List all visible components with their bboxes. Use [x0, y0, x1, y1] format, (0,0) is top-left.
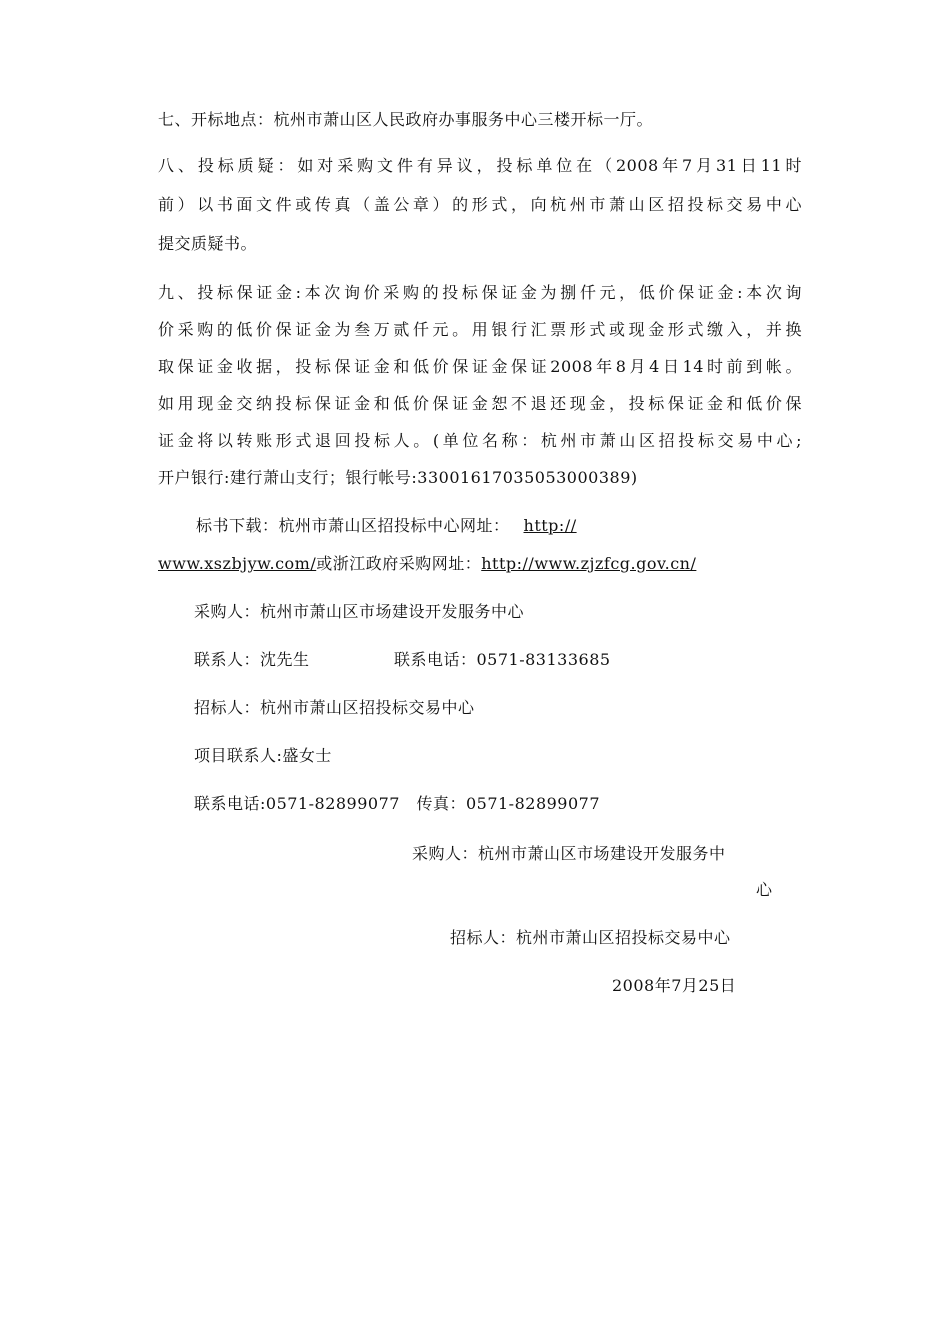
- section-9-line-1: 九、投标保证金:本次询价采购的投标保证金为捌仟元，低价保证金:本次询: [158, 283, 802, 302]
- download-middle-label: 或浙江政府采购网址：: [316, 554, 482, 573]
- download-line-2: [158, 554, 696, 574]
- xszbjyw-link-part-1[interactable]: http://: [523, 516, 577, 535]
- tenderer-line: 招标人：杭州市萧山区招投标交易中心: [194, 698, 475, 717]
- section-9-line-6: 开户银行:建行萧山支行；银行帐号:33001617035053000389): [158, 468, 638, 487]
- section-9-line-3: 取保证金收据，投标保证金和低价保证金保证2008年8月4日14时前到帐。: [158, 357, 802, 376]
- project-contact: 项目联系人:盛女士: [194, 746, 332, 765]
- section-8-line-1: 八、投标质疑：如对采购文件有异议，投标单位在（2008年7月31日11时: [158, 156, 802, 175]
- section-9-line-5: 证金将以转账形式退回投标人。(单位名称：杭州市萧山区招投标交易中心;: [158, 431, 802, 450]
- signature-purchaser-line-1: 采购人：杭州市萧山区市场建设开发服务中: [412, 844, 726, 863]
- section-9-line-4: 如用现金交纳投标保证金和低价保证金恕不退还现金，投标保证金和低价保: [158, 394, 802, 413]
- contact-person: 联系人：沈先生: [194, 650, 310, 669]
- signature-purchaser-line-2: 心: [756, 880, 773, 899]
- section-9-line-2: 价采购的低价保证金为叁万贰仟元。用银行汇票形式或现金形式缴入，并换: [158, 320, 802, 339]
- signature-tenderer: 招标人：杭州市萧山区招投标交易中心: [450, 928, 731, 947]
- download-label: 标书下载：杭州市萧山区招投标中心网址：: [196, 516, 510, 535]
- contact-phone: 联系电话：0571-83133685: [394, 650, 611, 669]
- purchaser-line: 采购人：杭州市萧山区市场建设开发服务中心: [194, 602, 525, 621]
- section-8-line-3: 提交质疑书。: [158, 234, 258, 253]
- download-line-1: [196, 516, 577, 536]
- zjzfcg-link[interactable]: http://www.zjzfcg.gov.cn/: [481, 554, 697, 573]
- section-7-opening-location: 七、开标地点：杭州市萧山区人民政府办事服务中心三楼开标一厅。: [158, 110, 654, 129]
- xszbjyw-link-part-2[interactable]: www.xszbjyw.com/: [158, 554, 317, 573]
- phone-fax-line: 联系电话:0571-82899077 传真：0571-82899077: [194, 794, 601, 813]
- signature-date: 2008年7月25日: [612, 976, 737, 995]
- section-8-line-2: 前）以书面文件或传真（盖公章）的形式，向杭州市萧山区招投标交易中心: [158, 195, 802, 214]
